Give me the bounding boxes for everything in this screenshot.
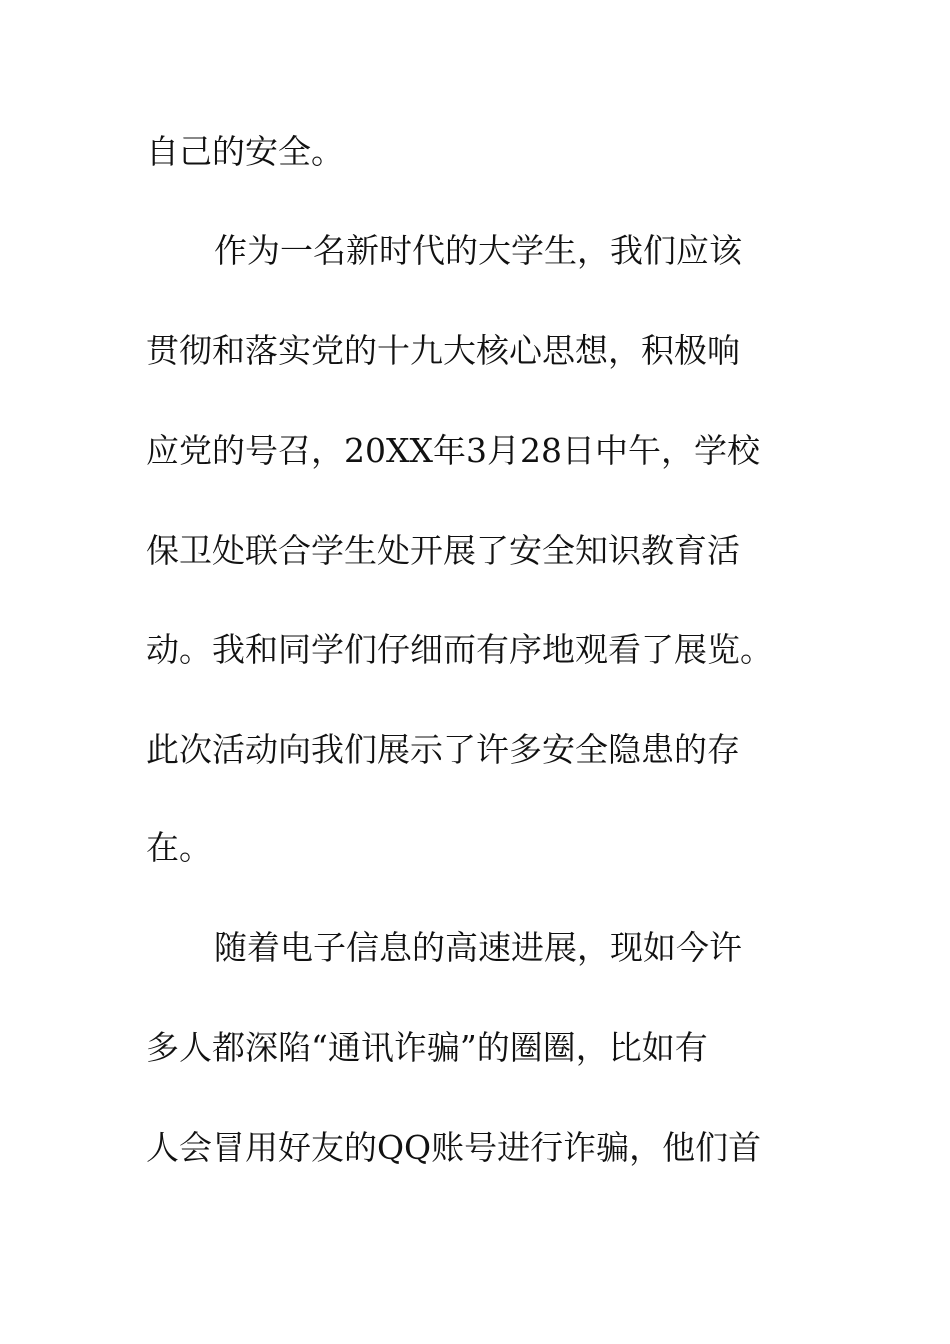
text-line-8: 在。 [146,828,212,867]
text-line-9: 随着电子信息的高速进展，现如今许 [214,928,742,967]
text-line-3: 贯彻和落实党的十九大核心思想，积极响 [146,331,740,370]
text-line-7: 此次活动向我们展示了许多安全隐患的存 [146,730,740,769]
text-line-2: 作为一名新时代的大学生，我们应该 [214,231,742,270]
text-line-6: 动。我和同学们仔细而有序地观看了展览。 [146,630,773,669]
text-line-5: 保卫处联合学生处开展了安全知识教育活 [146,531,740,570]
text-line-11: 人会冒用好友的QQ账号进行诈骗，他们首 [146,1128,762,1167]
text-line-4: 应党的号召，20XX年3月28日中午，学校 [146,431,760,470]
text-line-10: 多人都深陷“通讯诈骗”的圈圈，比如有 [146,1028,708,1067]
text-line-1: 自己的安全。 [146,132,344,171]
